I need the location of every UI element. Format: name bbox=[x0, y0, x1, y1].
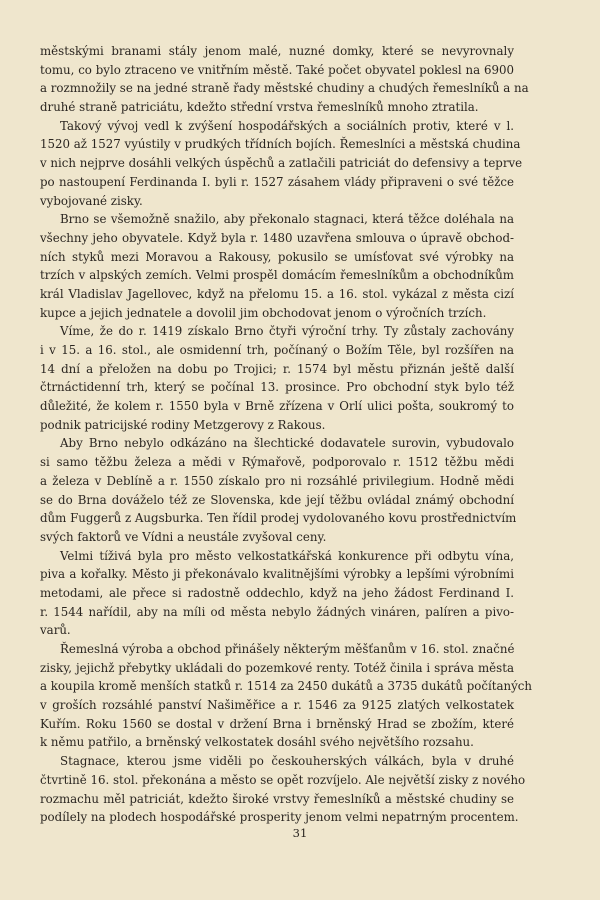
paragraph bbox=[40, 42, 529, 117]
text-line: Brno se všemožně snažilo, aby překonalo stagnaci, která těžce doléhala na bbox=[60, 212, 514, 227]
text-line: po nastoupení Ferdinanda I. byli r. 1527 zásahem vlády připraveni o své těžce bbox=[40, 174, 514, 189]
text-line: v groších rozsáhlé panství Našiměřice a r. 1546 za 9125 zlatých velkostatek bbox=[40, 698, 514, 713]
text-line: Velmi tíživá byla pro město velkostatkářská konkurence při odbytu vína, bbox=[60, 548, 514, 563]
text-line: Kuřím. Roku 1560 se dostal v držení Brna i brněnský Hrad se zbožím, které bbox=[40, 716, 514, 731]
body-text bbox=[40, 42, 532, 827]
text-line: důležité, že kolem r. 1550 byla v Brně zřízena v Orlí ulici pošta, soukromý to bbox=[40, 399, 514, 414]
text-line: r. 1544 nařídil, aby na míli od města nebylo žádných vináren, palíren a pivo- bbox=[40, 604, 514, 619]
text-line: Řemeslná výroba a obchod přinášely některým měšťanům v 16. stol. značné bbox=[60, 642, 515, 656]
text-line: král Vladislav Jagellovec, když na přelomu 15. a 16. stol. vykázal z města cizí bbox=[40, 286, 514, 301]
paragraph bbox=[40, 117, 523, 210]
text-line: podílely na plodech hospodářské prosperity jenom velmi nepatrným procentem. bbox=[40, 810, 519, 825]
text-line: metodami, ale přece si radostně oddechlo, když na jeho žádost Ferdinand I. bbox=[40, 585, 514, 600]
text-line: rozmachu měl patriciát, kdežto široké vrstvy řemeslníků a městské chudiny se bbox=[40, 791, 514, 806]
text-line: a železa v Deblíně a r. 1550 získalo pro ni rozsáhlé privilegium. Hodně mědi bbox=[40, 473, 514, 488]
text-line: v nich nejprve dosáhli velkých úspěchů a zatlačili patriciát do defensivy a teprve bbox=[40, 156, 523, 171]
paragraph bbox=[40, 752, 526, 827]
text-line: městskými branami stály jenom malé, nuzné domky, které se nevyrovnaly bbox=[40, 44, 514, 58]
text-line: podnik patricijské rodiny Metzgerovy z Rakous. bbox=[40, 417, 326, 432]
text-line: 14 dní a přeložen na dobu po Trojici; r. 1574 byl městu přiznán ještě další bbox=[40, 361, 514, 376]
page-number: 31 bbox=[292, 826, 308, 840]
text-line: Aby Brno nebylo odkázáno na šlechtické dodavatele surovin, vybudovalo bbox=[60, 436, 514, 451]
text-line: tomu, co bylo ztraceno ve vnitřním městě. Také počet obyvatel poklesl na 6900 bbox=[40, 62, 514, 77]
text-line: k němu patřilo, a brněnský velkostatek dosáhl svého největšího rozsahu. bbox=[40, 735, 474, 750]
text-line: a koupila kromě menších statků r. 1514 za 2450 dukátů a 3735 dukátů počítaných bbox=[40, 679, 532, 694]
text-line: i v 15. a 16. stol., ale osmidenní trh, počínaný o Božím Těle, byl rozšířen na bbox=[40, 343, 514, 357]
text-line: všechny jeho obyvatele. Když byla r. 1480 uzavřena smlouva o úpravě obchod- bbox=[40, 230, 514, 245]
text-line: ních styků mezi Moravou a Rakousy, pokusilo se umísťovat své výrobky na bbox=[40, 249, 514, 264]
text-line: čtrnáctidenní trh, který se počínal 13. prosince. Pro obchodní styk bylo též bbox=[40, 380, 514, 395]
text-line: vybojované zisky. bbox=[40, 193, 143, 208]
paragraph bbox=[40, 640, 532, 752]
text-line: svých faktorů ve Vídni a neustále zvyšoval ceny. bbox=[40, 529, 327, 544]
text-line: dům Fuggerů z Augsburka. Ten řídil prodej vydolovaného kovu prostřednictvím bbox=[40, 511, 517, 526]
paragraph bbox=[40, 322, 514, 434]
text-line: se do Brna dováželo též ze Slovenska, kde její těžbu ovládal známý obchodní bbox=[40, 492, 514, 507]
text-line: kupce a jejich jednatele a dovolil jim obchodovat jenom o výročních trzích. bbox=[40, 305, 487, 320]
text-line: si samo těžbu železa a mědi v Rýmařově, podporovalo r. 1512 těžbu mědi bbox=[40, 455, 514, 470]
text-line: Takový vývoj vedl k zvýšení hospodářských a sociálních protiv, které v l. bbox=[60, 118, 514, 133]
paragraph bbox=[40, 434, 517, 546]
text-line: piva a kořalky. Město ji překonávalo kvalitnějšími výrobky a lepšími výrobními bbox=[40, 567, 514, 582]
text-line: druhé straně patriciátu, kdežto střední vrstva řemeslníků mnoho ztratila. bbox=[40, 100, 479, 115]
text-line: Stagnace, kterou jsme viděli po českouherských válkách, byla v druhé bbox=[60, 754, 514, 769]
text-line: trzích v alpských zemích. Velmi prospěl domácím řemeslníkům a obchodníkům bbox=[40, 268, 514, 283]
text-line: 1520 až 1527 vyústily v prudkých třídních bojích. Řemeslníci a městská chudina bbox=[40, 137, 521, 152]
paragraph bbox=[40, 210, 514, 322]
text-line: čtvrtině 16. stol. překonána a město se opět rozvíjelo. Ale největší zisky z nového bbox=[40, 772, 526, 787]
text-line: varů. bbox=[40, 623, 71, 638]
paragraph bbox=[40, 547, 514, 640]
text-line: zisky, jejichž přebytky ukládali do pozemkové renty. Totéž činila i správa města bbox=[40, 660, 514, 675]
text-line: a rozmnožily se na jedné straně řady městské chudiny a chudých řemeslníků a na bbox=[40, 81, 529, 96]
text-line: Víme, že do r. 1419 získalo Brno čtyři výroční trhy. Ty zůstaly zachovány bbox=[60, 324, 514, 339]
